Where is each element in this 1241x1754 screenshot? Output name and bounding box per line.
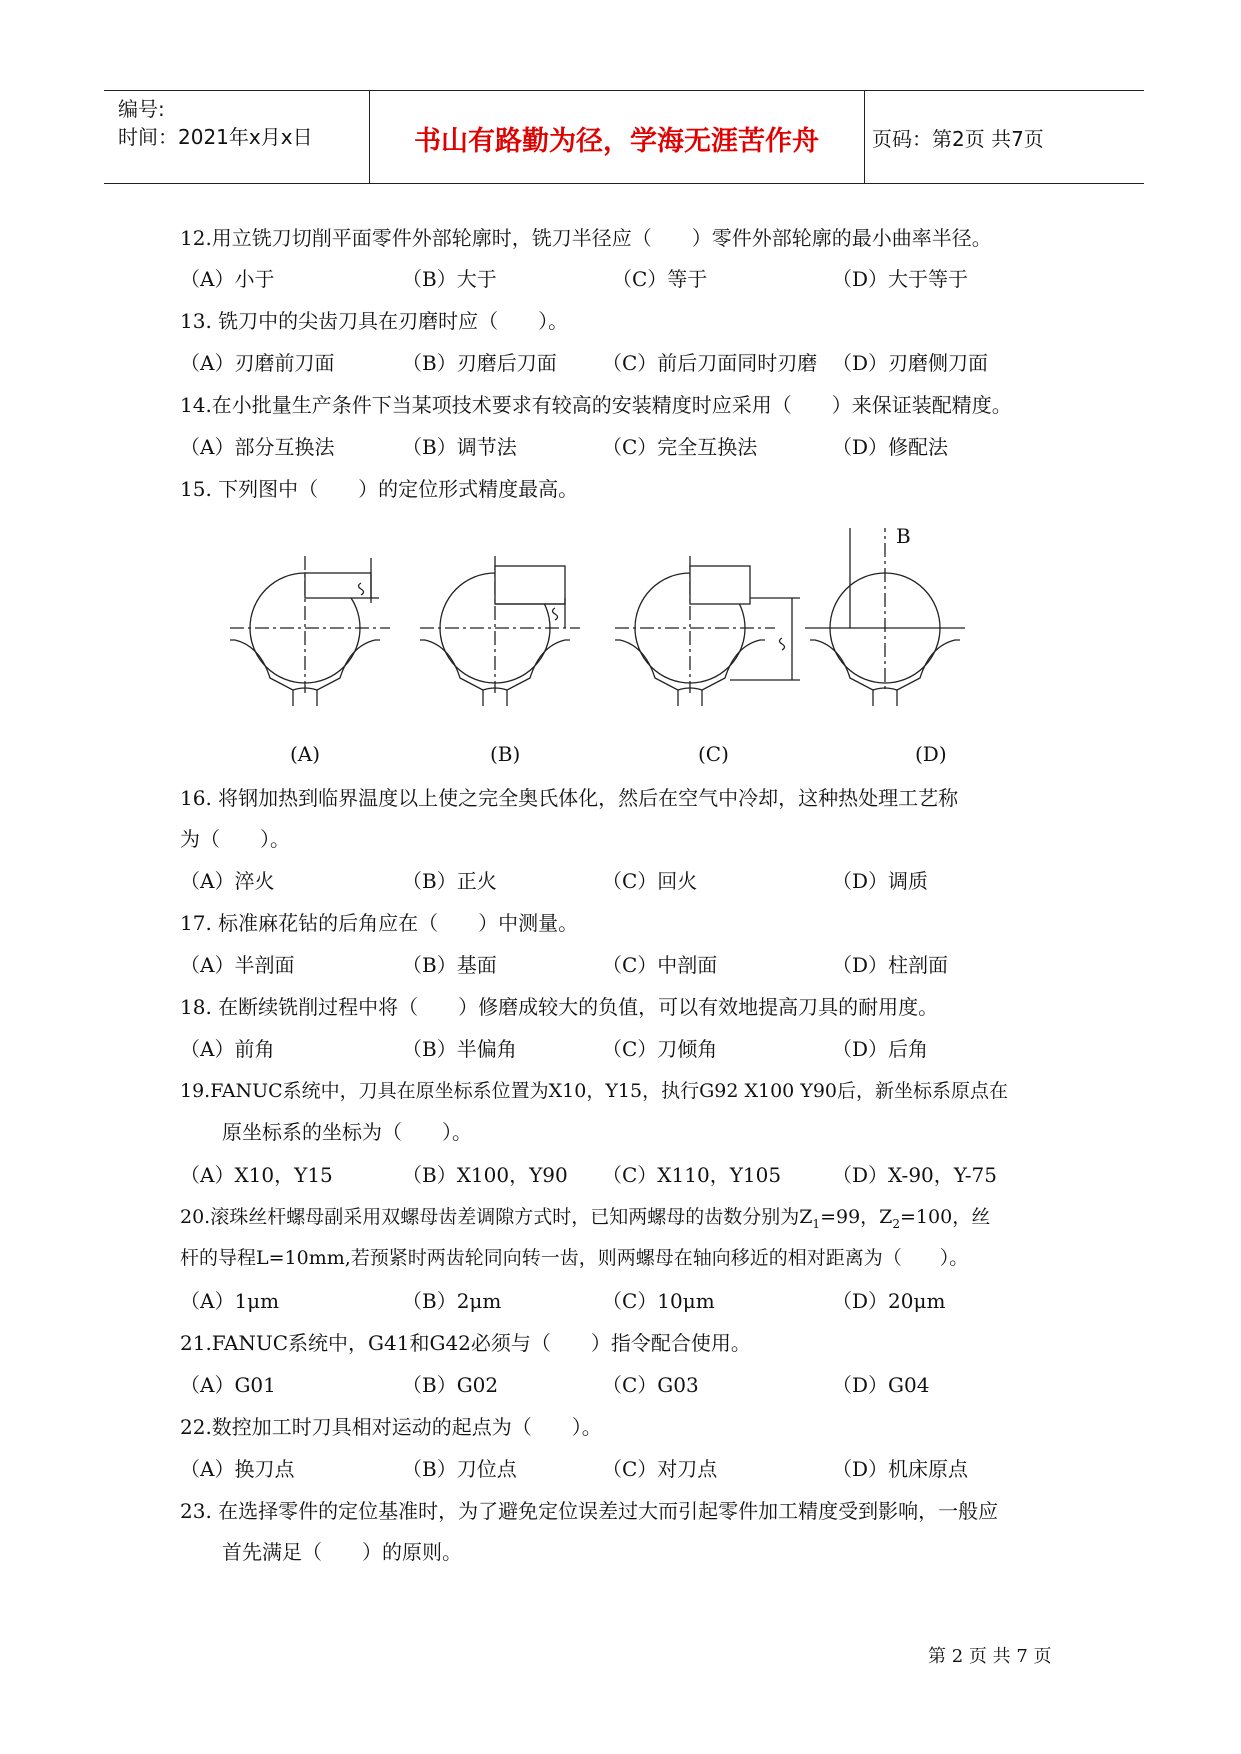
- option-c: （C）等于: [612, 267, 708, 291]
- question-21: 21.FANUC系统中，G41和G42必须与（ ）指令配合使用。: [180, 1331, 751, 1355]
- question-19-cont: 原坐标系的坐标为（ ）。: [222, 1120, 472, 1144]
- option-a: （A）X10，Y15: [180, 1163, 333, 1187]
- locating-diagrams: [220, 528, 1020, 738]
- question-17: 17. 标准麻花钻的后角应在（ ）中测量。: [180, 911, 579, 935]
- time-label: 时间：2021年x月x日: [118, 125, 313, 149]
- option-b: （B）G02: [402, 1373, 499, 1397]
- option-a: （A）淬火: [180, 869, 275, 893]
- option-b: （B）半偏角: [402, 1037, 517, 1061]
- page-footer: 第 2 页 共 7 页: [928, 1646, 1052, 1667]
- option-a: （A）G01: [180, 1373, 276, 1397]
- option-a: （A）1μm: [180, 1289, 280, 1313]
- option-c: （C）G03: [602, 1373, 699, 1397]
- option-b: （B）大于: [402, 267, 497, 291]
- option-d: （D）机床原点: [832, 1457, 969, 1481]
- option-d: （D）刃磨侧刀面: [832, 351, 989, 375]
- figure-d-label-b: B: [896, 524, 911, 548]
- figure-label-c: (C): [698, 742, 729, 766]
- question-18: 18. 在断续铣削过程中将（ ）修磨成较大的负值，可以有效地提高刀具的耐用度。: [180, 995, 939, 1019]
- option-d: （D）X-90，Y-75: [832, 1163, 997, 1187]
- header-page-info: 页码：第2页 共7页: [872, 127, 1044, 151]
- question-23-cont: 首先满足（ ）的原则。: [222, 1540, 462, 1564]
- figure-c: [615, 556, 800, 706]
- option-a: （A）换刀点: [180, 1457, 295, 1481]
- question-22: 22.数控加工时刀具相对运动的起点为（ ）。: [180, 1415, 602, 1439]
- option-b: （B）调节法: [402, 435, 517, 459]
- question-23: 23. 在选择零件的定位基准时，为了避免定位误差过大而引起零件加工精度受到影响，一般应: [180, 1499, 999, 1523]
- header-divider: [864, 91, 865, 183]
- option-a: （A）前角: [180, 1037, 275, 1061]
- figure-a: [230, 556, 390, 706]
- question-20: 20.滚珠丝杆螺母副采用双螺母齿差调隙方式时，已知两螺母的齿数分别为$Z_1=99$，$Z_2=100$，丝: [180, 1206, 991, 1231]
- option-c: （C）前后刀面同时刃磨: [602, 351, 818, 375]
- question-20-cont: 杆的导程L=10mm,若预紧时两齿轮同向转一齿，则两螺母在轴向移近的相对距离为（ ）。: [180, 1247, 969, 1269]
- option-b: （B）2μm: [402, 1289, 502, 1313]
- question-16-cont: 为（ ）。: [180, 827, 290, 851]
- figure-label-d: (D): [915, 742, 947, 766]
- question-16: 16. 将钢加热到临界温度以上使之完全奥氏体化，然后在空气中冷却，这种热处理工艺称: [180, 786, 959, 810]
- option-d: （D）20μm: [832, 1289, 946, 1313]
- option-d: （D）G04: [832, 1373, 930, 1397]
- option-d: （D）修配法: [832, 435, 949, 459]
- option-d: （D）调质: [832, 869, 929, 893]
- question-12: 12.用立铣刀切削平面零件外部轮廓时，铣刀半径应（ ）零件外部轮廓的最小曲率半径。: [180, 226, 992, 250]
- question-15: 15. 下列图中（ ）的定位形式精度最高。: [180, 477, 579, 501]
- page-header: [104, 90, 1144, 184]
- option-a: （A）小于: [180, 267, 275, 291]
- question-13: 13. 铣刀中的尖齿刀具在刃磨时应（ ）。: [180, 309, 569, 333]
- option-c: （C）X110，Y105: [602, 1163, 782, 1187]
- option-d: （D）柱剖面: [832, 953, 949, 977]
- question-14: 14.在小批量生产条件下当某项技术要求有较高的安装精度时应采用（ ）来保证装配精度。: [180, 393, 1012, 417]
- option-b: （B）X100，Y90: [402, 1163, 568, 1187]
- option-c: （C）刀倾角: [602, 1037, 718, 1061]
- option-c: （C）对刀点: [602, 1457, 718, 1481]
- option-d: （D）大于等于: [832, 267, 969, 291]
- option-b: （B）基面: [402, 953, 497, 977]
- header-motto: 书山有路勤为径，学海无涯苦作舟: [414, 126, 819, 157]
- option-c: （C）回火: [602, 869, 698, 893]
- option-c: （C）中剖面: [602, 953, 718, 977]
- option-d: （D）后角: [832, 1037, 929, 1061]
- option-c: （C）完全互换法: [602, 435, 758, 459]
- figure-b: [420, 556, 580, 706]
- option-b: （B）刀位点: [402, 1457, 517, 1481]
- figure-label-b: (B): [490, 742, 521, 766]
- figure-label-a: (A): [290, 742, 321, 766]
- option-c: （C）10μm: [602, 1289, 715, 1313]
- option-a: （A）刃磨前刀面: [180, 351, 335, 375]
- option-b: （B）刃磨后刀面: [402, 351, 557, 375]
- option-b: （B）正火: [402, 869, 497, 893]
- option-a: （A）半剖面: [180, 953, 295, 977]
- header-left: [118, 95, 313, 151]
- option-a: （A）部分互换法: [180, 435, 335, 459]
- question-19: 19.FANUC系统中，刀具在原坐标系位置为X10，Y15，执行G92 X100 Y90后，新坐标系原点在: [180, 1080, 1009, 1102]
- number-label: 编号:: [118, 97, 165, 121]
- figure-d: [805, 528, 965, 706]
